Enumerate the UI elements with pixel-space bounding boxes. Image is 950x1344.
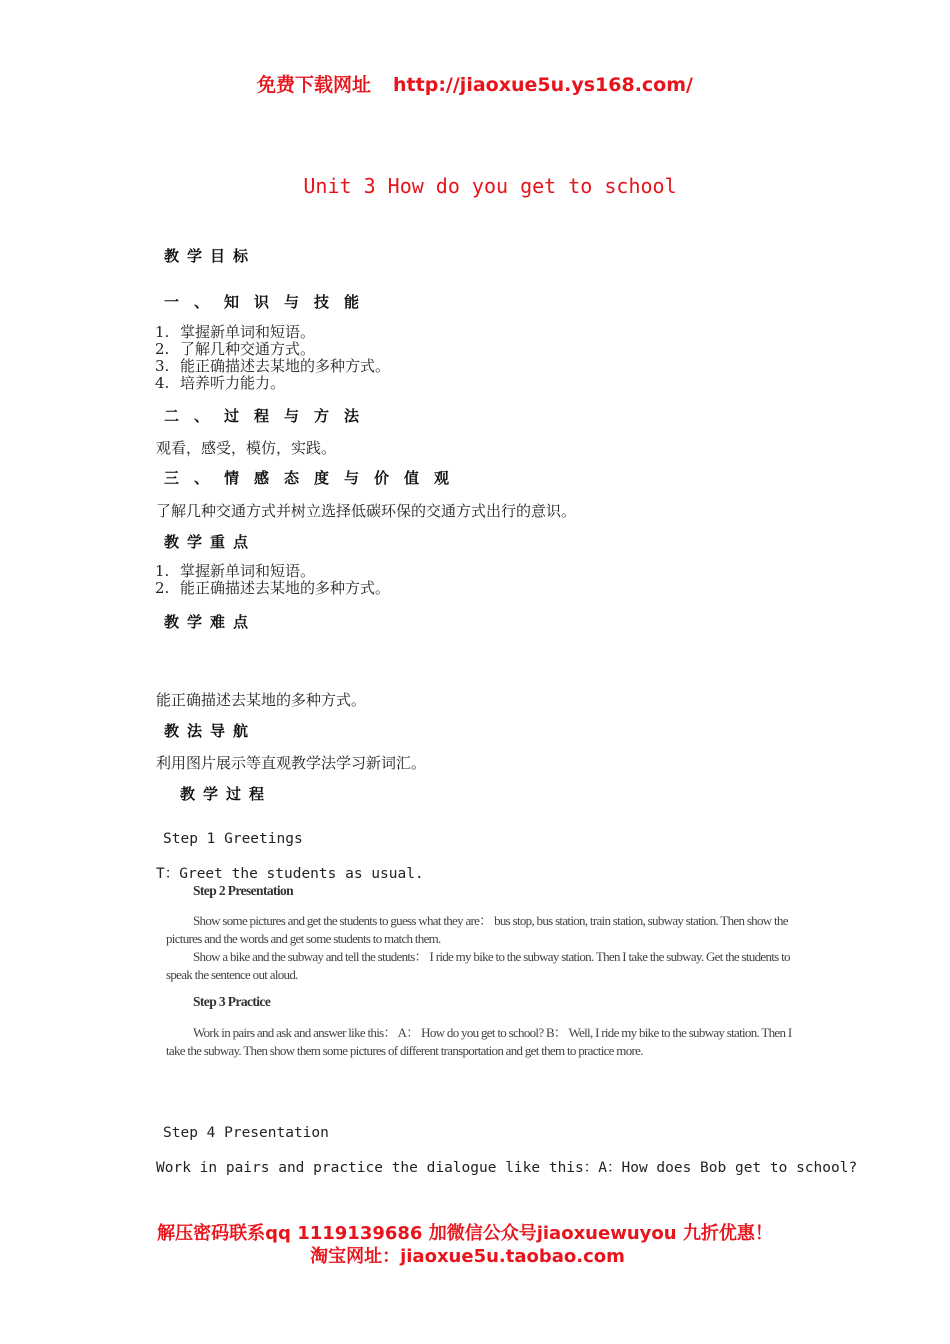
attitude-text: 了解几种交通方式并树立选择低碳环保的交通方式出行的意识。 [156, 502, 577, 520]
attitude-heading: 三、情感态度与价值观 [164, 469, 465, 487]
header-label: 免费下载网址 [257, 74, 372, 96]
method-heading: 教法导航 [164, 722, 257, 740]
list-item: 3. 能正确描述去某地的多种方式。 [155, 357, 391, 375]
method-text: 利用图片展示等直观教学法学习新词汇。 [156, 754, 427, 772]
difficulty-text: 能正确描述去某地的多种方式。 [156, 691, 367, 709]
footer-contact-line: 解压密码联系qq 1119139686 加微信公众号jiaoxuewuyou 九折优惠！ [157, 1223, 773, 1244]
header-url-link[interactable]: http://jiaoxue5u.ys168.com/ [393, 74, 693, 96]
knowledge-heading: 一、知识与技能 [164, 293, 375, 311]
objectives-heading: 教学目标 [164, 247, 257, 265]
list-item: 2. 能正确描述去某地的多种方式。 [155, 579, 391, 597]
header-banner [0, 70, 950, 97]
knowledge-list [155, 324, 390, 392]
list-item: 1. 掌握新单词和短语。 [155, 562, 316, 580]
key-points-list [155, 563, 390, 597]
step2-paragraph-2: Show a bike and the subway and tell the students： I ride my bike to the subway station. Then I take the subway. Get the students to speak the sentence out aloud. [166, 949, 790, 982]
step1-title: Step 1 Greetings [163, 831, 303, 847]
step1-text: T：Greet the students as usual. [156, 866, 424, 882]
document-title: Unit 3 How do you get to school [303, 174, 677, 198]
key-points-heading: 教学重点 [164, 533, 257, 551]
step3-title: Step 3 Practice [193, 994, 271, 1009]
step4-title: Step 4 Presentation [163, 1125, 329, 1141]
step3-paragraph: Work in pairs and ask and answer like this： A： How do you get to school? B： Well, I ride my bike to the subway station. Then I take the subway. Then show them some pictures of different transportation and get them to practice more. [166, 1025, 792, 1058]
difficulty-heading: 教学难点 [164, 613, 257, 631]
step2-paragraph-1: Show some pictures and get the students to guess what they are： bus stop, bus station, train station, subway station. Then show the pictures and the words and get some students to match them. [166, 913, 788, 946]
list-item: 2. 了解几种交通方式。 [155, 340, 316, 358]
footer-shop-line[interactable]: 淘宝网址：jiaoxue5u.taobao.com [310, 1246, 625, 1267]
step2-title: Step 2 Presentation [193, 883, 294, 898]
list-item: 4. 培养听力能力。 [155, 374, 286, 392]
process-heading: 二、过程与方法 [164, 407, 375, 425]
list-item: 1. 掌握新单词和短语。 [155, 323, 316, 341]
procedure-heading: 教学过程 [180, 785, 273, 803]
step4-text: Work in pairs and practice the dialogue like this：A：How does Bob get to school? [156, 1160, 858, 1176]
process-text: 观看，感受，模仿，实践。 [156, 439, 337, 457]
